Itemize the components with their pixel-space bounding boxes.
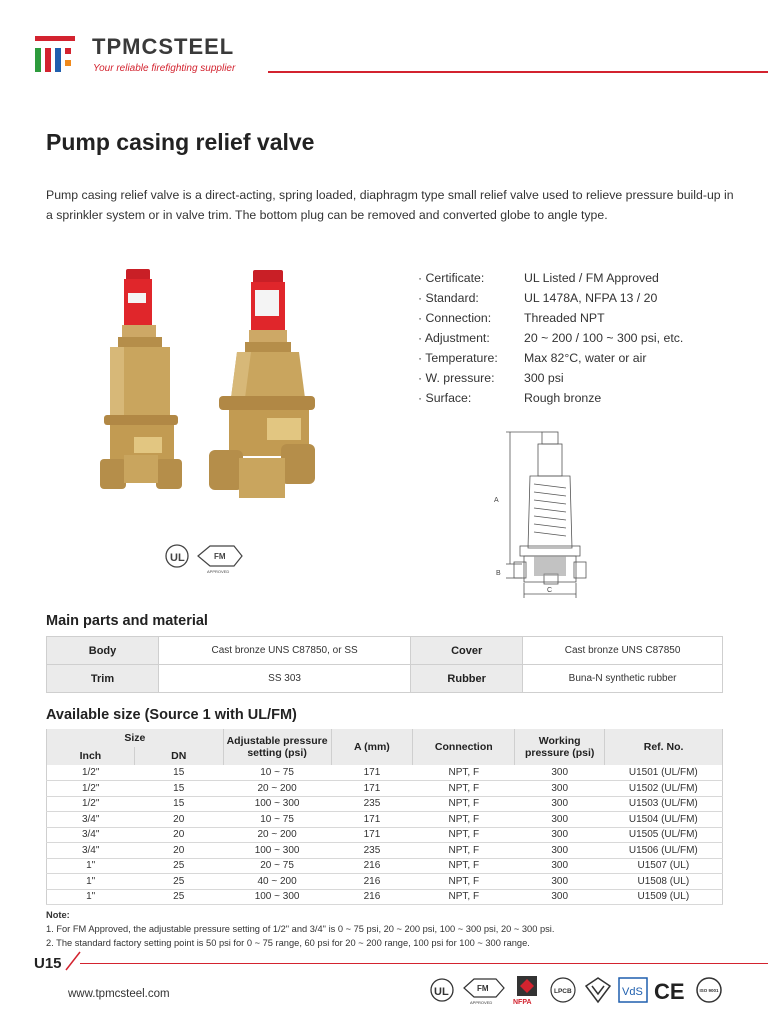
- spec-value: Max 82°C, water or air: [524, 351, 647, 365]
- table-cell: 171: [331, 827, 413, 843]
- table-cell: 300: [515, 765, 605, 781]
- table-cell: NPT, F: [413, 827, 515, 843]
- table-cell: 300: [515, 858, 605, 874]
- table-cell: 10 ~ 75: [223, 765, 331, 781]
- table-cell: 20: [134, 827, 223, 843]
- table-cell: 3/4": [47, 827, 135, 843]
- svg-text:CE: CE: [654, 979, 685, 1004]
- table-cell: 300: [515, 843, 605, 859]
- brand-name: TPMCSTEEL: [92, 34, 235, 59]
- table-cell: 20: [134, 812, 223, 828]
- fm-approved-text: APPROVED: [207, 569, 230, 574]
- table-row: [47, 827, 723, 843]
- table-cell: NPT, F: [413, 889, 515, 905]
- table-cell: U1505 (UL/FM): [605, 827, 723, 843]
- table-cell: 1/2": [47, 796, 135, 812]
- table-row: [47, 874, 723, 890]
- spec-label: · Connection:: [418, 311, 492, 325]
- ul-fm-marks: [164, 542, 244, 574]
- svg-text:UL: UL: [434, 986, 449, 998]
- table-cell: U1501 (UL/FM): [605, 765, 723, 781]
- table-header-cell: Cover: [411, 637, 523, 665]
- table-cell: U1506 (UL/FM): [605, 843, 723, 859]
- table-row: [47, 796, 723, 812]
- table-cell: NPT, F: [413, 874, 515, 890]
- table-cell: 300: [515, 781, 605, 797]
- svg-text:NFPA: NFPA: [513, 999, 532, 1006]
- spec-list: [418, 269, 683, 409]
- svg-text:APPROVED: APPROVED: [470, 1000, 493, 1005]
- table-cell: 300: [515, 889, 605, 905]
- table-cell: SS 303: [159, 665, 411, 693]
- note-line: 1. For FM Approved, the adjustable pressure setting of 1/2" and 3/4" is 0 ~ 75 psi, 20 ~ 200 psi, 100 ~ 300 psi, 20 ~ 300 psi.: [46, 924, 555, 934]
- table-cell: 25: [134, 889, 223, 905]
- table-cell: 300: [515, 812, 605, 828]
- spec-label: · Certificate:: [418, 271, 485, 285]
- table-cell: NPT, F: [413, 781, 515, 797]
- table-cell: NPT, F: [413, 843, 515, 859]
- table-cell: U1508 (UL): [605, 874, 723, 890]
- notes-title: Note:: [46, 910, 70, 920]
- ce-logo-icon: [654, 974, 688, 1006]
- col-header-dn: DN: [134, 747, 223, 765]
- spec-row: [418, 269, 683, 289]
- spec-row: [418, 309, 683, 329]
- ul-logo-icon: [428, 974, 456, 1006]
- table-cell: 216: [331, 889, 413, 905]
- page-number: U15: [34, 955, 62, 972]
- spec-value: 300 psi: [524, 371, 564, 385]
- spec-row: [418, 349, 683, 369]
- table-cell: 3/4": [47, 843, 135, 859]
- table-cell: 300: [515, 796, 605, 812]
- table-cell: NPT, F: [413, 858, 515, 874]
- table-cell: Buna-N synthetic rubber: [523, 665, 723, 693]
- table-row: [47, 637, 723, 665]
- table-cell: U1502 (UL/FM): [605, 781, 723, 797]
- table-cell: 100 ~ 300: [223, 889, 331, 905]
- table-cell: 100 ~ 300: [223, 796, 331, 812]
- dimension-b-label: B: [496, 570, 501, 577]
- spec-value: 20 ~ 200 / 100 ~ 300 psi, etc.: [524, 331, 684, 345]
- vds-logo-icon: [618, 974, 648, 1006]
- table-cell: NPT, F: [413, 796, 515, 812]
- table-cell: 20 ~ 75: [223, 858, 331, 874]
- table-cell: NPT, F: [413, 765, 515, 781]
- valve-photo-angled: [205, 268, 320, 508]
- table-row: [47, 781, 723, 797]
- table-cell: 300: [515, 827, 605, 843]
- spec-value: Threaded NPT: [524, 311, 605, 325]
- table-cell: 15: [134, 781, 223, 797]
- table-cell: 1": [47, 874, 135, 890]
- page-title: Pump casing relief valve: [46, 129, 315, 155]
- table-cell: Cast bronze UNS C87850: [523, 637, 723, 665]
- certification-logos: [428, 974, 724, 1006]
- spec-value: UL 1478A, NFPA 13 / 20: [524, 291, 658, 305]
- spec-row: [418, 369, 683, 389]
- lpcb-logo-icon: [548, 974, 578, 1006]
- fm-approved-logo-icon: [462, 974, 506, 1006]
- svg-text:VdS: VdS: [622, 986, 643, 998]
- col-header-working: Working pressure (psi): [515, 729, 605, 765]
- table-cell: 3/4": [47, 812, 135, 828]
- dimension-a-label: A: [494, 497, 499, 504]
- sizes-table: [46, 729, 723, 905]
- table-cell: 171: [331, 812, 413, 828]
- brand-tagline: Your reliable firefighting supplier: [93, 63, 236, 74]
- col-header-connection: Connection: [413, 729, 515, 765]
- table-cell: 300: [515, 874, 605, 890]
- table-cell: 10 ~ 75: [223, 812, 331, 828]
- col-header-setting: Adjustable pressure setting (psi): [223, 729, 331, 765]
- table-cell: U1503 (UL/FM): [605, 796, 723, 812]
- col-header-a: A (mm): [331, 729, 413, 765]
- table-row: [47, 843, 723, 859]
- header-divider: [268, 71, 768, 73]
- table-header-cell: Rubber: [411, 665, 523, 693]
- table-cell: 25: [134, 858, 223, 874]
- table-cell: 25: [134, 874, 223, 890]
- table-cell: 171: [331, 765, 413, 781]
- table-cell: 1": [47, 858, 135, 874]
- notes: [46, 908, 554, 950]
- table-cell: 20 ~ 200: [223, 827, 331, 843]
- table-cell: U1504 (UL/FM): [605, 812, 723, 828]
- table-cell: 40 ~ 200: [223, 874, 331, 890]
- ul-icon: UL: [170, 552, 185, 564]
- table-cell: 1/2": [47, 781, 135, 797]
- nfpa-logo-icon: [512, 974, 542, 1006]
- dimension-c-label: C: [547, 587, 553, 594]
- spec-row: [418, 289, 683, 309]
- note-line: 2. The standard factory setting point is 50 psi for 0 ~ 75 range, 60 psi for 20 ~ 200 range, 100 psi for 100 ~ 300 range.: [46, 938, 530, 948]
- table-cell: 235: [331, 843, 413, 859]
- spec-value: UL Listed / FM Approved: [524, 271, 659, 285]
- spec-label: · Adjustment:: [418, 331, 490, 345]
- table-cell: 15: [134, 765, 223, 781]
- ccc-logo-icon: [584, 974, 612, 1006]
- product-description: Pump casing relief valve is a direct-acting, spring loaded, diaphragm type small relief valve used to relieve pressure build-up in a sprinkler system or in valve trim. The bottom plug can be removed and converted globe to angle type.: [46, 188, 734, 222]
- table-cell: 171: [331, 781, 413, 797]
- table-header-cell: Trim: [47, 665, 159, 693]
- parts-table: [46, 636, 723, 693]
- svg-text:FM: FM: [477, 984, 489, 993]
- col-header-inch: Inch: [47, 747, 135, 765]
- table-cell: U1507 (UL): [605, 858, 723, 874]
- table-row: [47, 812, 723, 828]
- svg-text:ISO 9001: ISO 9001: [699, 988, 719, 993]
- table-cell: 20 ~ 200: [223, 781, 331, 797]
- table-cell: 20: [134, 843, 223, 859]
- spec-label: · W. pressure:: [418, 371, 495, 385]
- iso-9001-logo-icon: [694, 974, 724, 1006]
- table-cell: 1": [47, 889, 135, 905]
- brand-logo-icon: [35, 36, 75, 72]
- footer-divider: [80, 963, 768, 964]
- table-cell: NPT, F: [413, 812, 515, 828]
- col-header-ref: Ref. No.: [605, 729, 723, 765]
- table-cell: 100 ~ 300: [223, 843, 331, 859]
- sizes-section-title: Available size (Source 1 with UL/FM): [46, 707, 297, 723]
- fm-icon: FM: [214, 552, 226, 561]
- table-header-cell: Body: [47, 637, 159, 665]
- table-cell: 216: [331, 874, 413, 890]
- table-row: [47, 765, 723, 781]
- col-header-size: Size: [47, 729, 224, 747]
- table-row: [47, 858, 723, 874]
- spec-value: Rough bronze: [524, 391, 602, 405]
- table-row: [47, 665, 723, 693]
- table-cell: 235: [331, 796, 413, 812]
- table-cell: 1/2": [47, 765, 135, 781]
- spec-row: [418, 329, 683, 349]
- table-cell: Cast bronze UNS C87850, or SS: [159, 637, 411, 665]
- parts-section-title: Main parts and material: [46, 613, 208, 629]
- svg-text:LPCB: LPCB: [554, 988, 572, 995]
- spec-label: · Standard:: [418, 291, 479, 305]
- spec-label: · Surface:: [418, 391, 472, 405]
- valve-photo-front: [96, 265, 186, 495]
- dimension-drawing: [490, 428, 610, 600]
- website-link[interactable]: www.tpmcsteel.com: [68, 988, 170, 1000]
- spec-row: [418, 389, 683, 409]
- spec-label: · Temperature:: [418, 351, 498, 365]
- table-cell: 15: [134, 796, 223, 812]
- page-slash-decoration: [62, 950, 82, 972]
- table-row: [47, 889, 723, 905]
- table-cell: 216: [331, 858, 413, 874]
- table-cell: U1509 (UL): [605, 889, 723, 905]
